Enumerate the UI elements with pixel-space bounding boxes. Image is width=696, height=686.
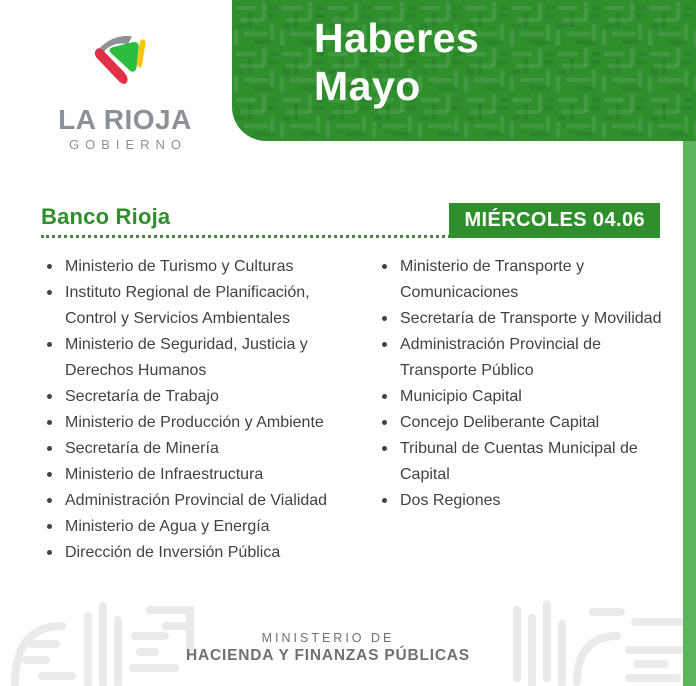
list-item xyxy=(43,280,365,332)
list-item xyxy=(378,254,680,306)
list-item-label: Municipio Capital xyxy=(400,388,522,405)
list-item-label: Dos Regiones xyxy=(400,492,501,509)
bullet-icon xyxy=(382,394,387,399)
footer-ministry-line2: HACIENDA Y FINANZAS PÚBLICAS xyxy=(186,647,470,664)
list-item-label: Ministerio de Transporte y Comunicaciones xyxy=(400,258,585,301)
right-organization-list xyxy=(378,254,680,566)
bullet-icon xyxy=(382,420,387,425)
list-item-label: Concejo Deliberante Capital xyxy=(400,414,600,431)
list-item xyxy=(43,488,365,514)
banner-title xyxy=(314,14,696,110)
date-badge: MIÉRCOLES 04.06 xyxy=(449,203,660,238)
organization-columns xyxy=(43,254,680,566)
list-item xyxy=(43,540,365,566)
list-item-label: Secretaría de Trabajo xyxy=(65,388,219,405)
list-item xyxy=(43,254,365,280)
list-item-label: Secretaría de Minería xyxy=(65,440,219,457)
bullet-icon xyxy=(47,290,52,295)
list-item xyxy=(43,462,365,488)
dotted-divider xyxy=(41,221,469,238)
left-organization-list xyxy=(43,254,365,566)
banner-title-line1: Haberes xyxy=(314,15,480,61)
bullet-icon xyxy=(47,342,52,347)
list-item xyxy=(43,384,365,410)
list-item xyxy=(378,436,680,488)
list-item-label: Administración Provincial de Transporte Público xyxy=(400,336,601,379)
bullet-icon xyxy=(382,342,387,347)
bullet-icon xyxy=(382,446,387,451)
bullet-icon xyxy=(47,420,52,425)
bullet-icon xyxy=(47,394,52,399)
list-item-label: Ministerio de Seguridad, Justicia y Derechos Humanos xyxy=(65,336,308,379)
logo-subtitle: GOBIERNO xyxy=(68,137,188,152)
list-item-label: Administración Provincial de Vialidad xyxy=(65,492,328,509)
footer-ministry-line1: MINISTERIO DE xyxy=(261,631,395,645)
list-item-label: Ministerio de Infraestructura xyxy=(65,466,264,483)
la-rioja-shield-icon xyxy=(90,28,160,104)
banner-title-line2: Mayo xyxy=(314,63,421,109)
list-item-label: Ministerio de Agua y Energía xyxy=(65,518,270,535)
bullet-icon xyxy=(47,472,52,477)
header-banner xyxy=(232,0,696,141)
footer xyxy=(0,631,656,665)
right-green-strip xyxy=(683,141,696,686)
list-item-label: Instituto Regional de Planificación, Control y Servicios Ambientales xyxy=(65,284,310,327)
bullet-icon xyxy=(47,550,52,555)
bullet-icon xyxy=(47,498,52,503)
list-item xyxy=(378,488,680,514)
list-item xyxy=(43,332,365,384)
list-item xyxy=(43,436,365,462)
list-item-label: Ministerio de Turismo y Culturas xyxy=(65,258,294,275)
logo-title: LA RIOJA xyxy=(58,104,192,135)
bullet-icon xyxy=(47,446,52,451)
list-item xyxy=(378,332,680,384)
list-item-label: Tribunal de Cuentas Municipal de Capital xyxy=(400,440,638,483)
bank-label: Banco Rioja xyxy=(41,204,171,229)
bullet-icon xyxy=(47,524,52,529)
list-item xyxy=(378,306,680,332)
list-item xyxy=(43,514,365,540)
bullet-icon xyxy=(382,316,387,321)
bullet-icon xyxy=(382,498,387,503)
list-item-label: Secretaría de Transporte y Movilidad xyxy=(400,310,662,327)
list-item-label: Ministerio de Producción y Ambiente xyxy=(65,414,324,431)
list-item-label: Dirección de Inversión Pública xyxy=(65,544,281,561)
bullet-icon xyxy=(47,264,52,269)
list-item xyxy=(43,410,365,436)
bullet-icon xyxy=(382,264,387,269)
list-item xyxy=(378,410,680,436)
list-item xyxy=(378,384,680,410)
la-rioja-logo xyxy=(40,22,210,152)
